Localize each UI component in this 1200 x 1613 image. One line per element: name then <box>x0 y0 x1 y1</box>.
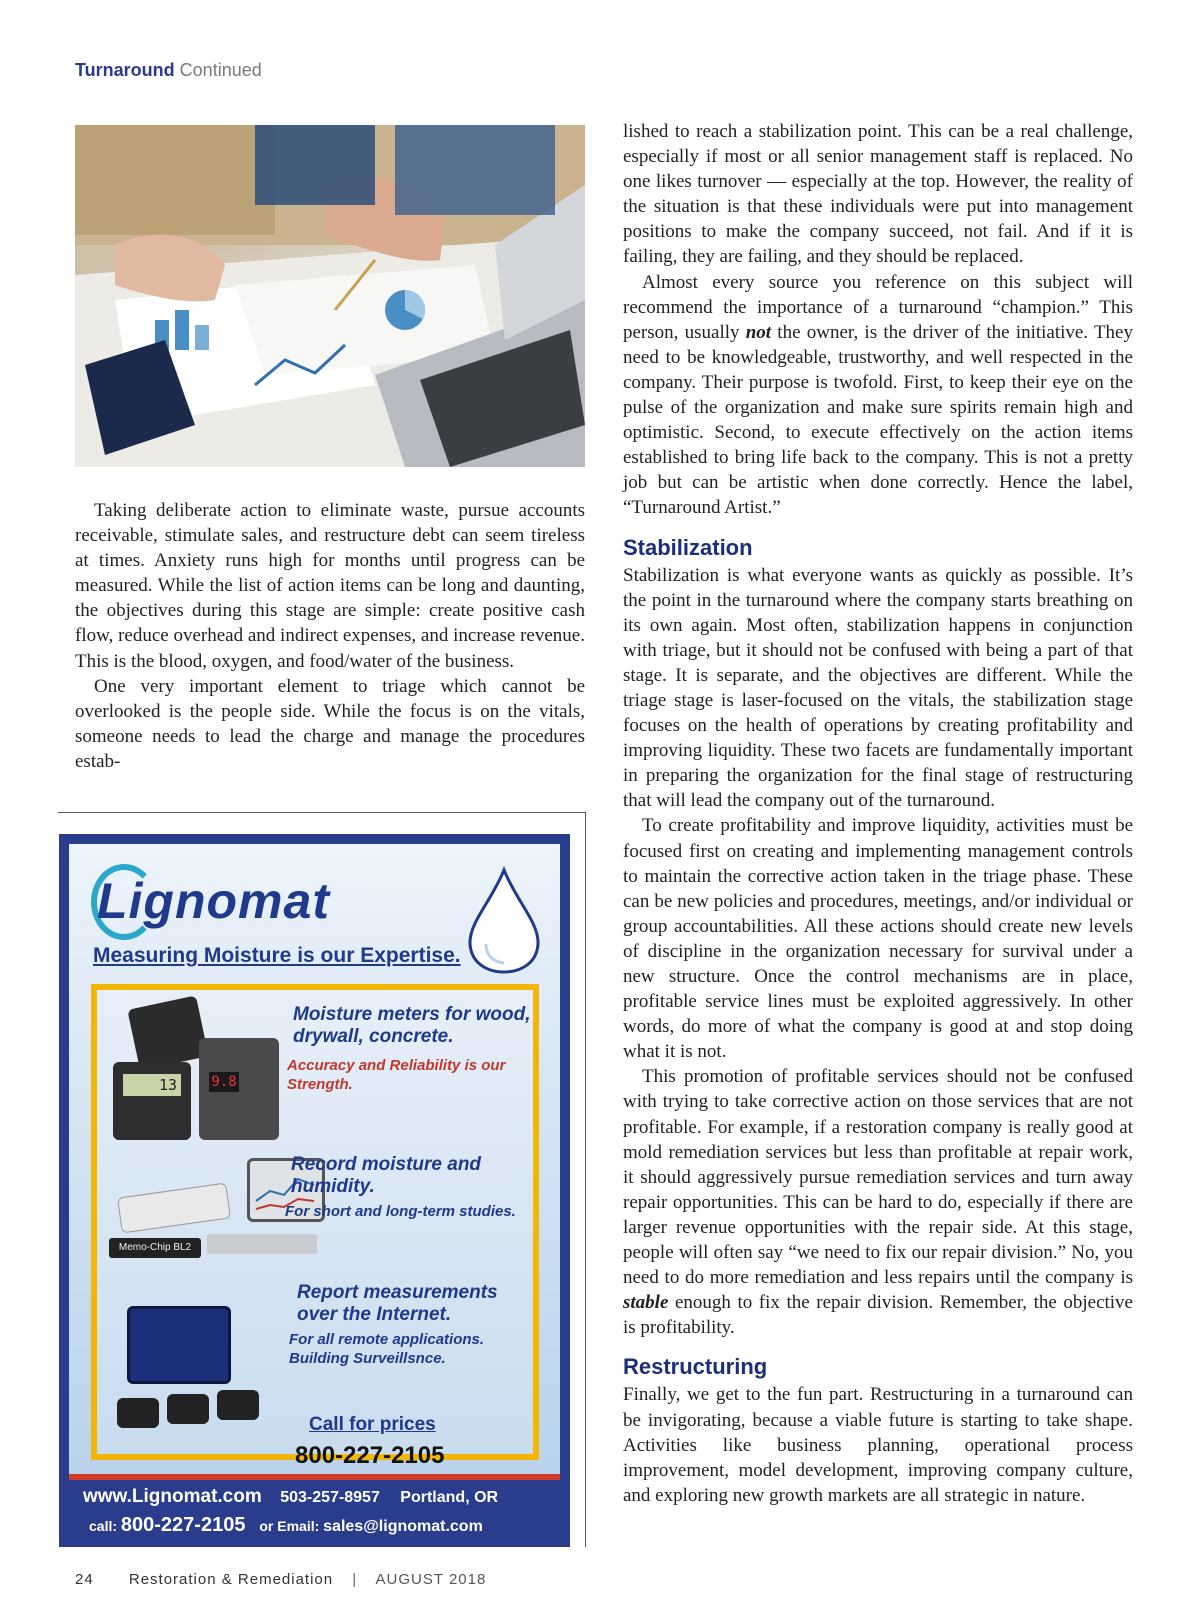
ad-product-panel <box>91 984 539 1460</box>
moisture-meter-image <box>113 1062 191 1140</box>
meter-display: 9.8 <box>209 1072 239 1092</box>
left-column <box>75 498 585 774</box>
photo-illustration <box>75 125 585 467</box>
ad-call-label: call: <box>89 1518 118 1534</box>
network-logger-image <box>127 1306 231 1384</box>
moisture-probe-image <box>127 995 208 1070</box>
paragraph <box>623 270 1133 521</box>
ad-email-link[interactable]: sales@lignomat.com <box>323 1518 483 1535</box>
running-head <box>75 60 262 81</box>
ad-block3-sub: For all remote applications. Building Surveillsnce. <box>289 1331 485 1367</box>
sensor-image <box>217 1390 259 1420</box>
continued-label: Continued <box>179 60 262 80</box>
ad-tagline: Measuring Moisture is our Expertise. <box>93 944 461 967</box>
ad-block2-sub: For short and long-term studies. <box>285 1203 516 1220</box>
paragraph: Finally, we get to the fun part. Restructuring in a turnaround can be invigorating, because a viable future is starting to take shape. Activities like business planning, operational process improvement, model development, improving company culture, and exploring new growth markets are all strategic in nature. <box>623 1384 1133 1506</box>
paragraph: Taking deliberate action to eliminate waste, pursue accounts receivable, stimulate sales, and restructure debt can seem tireless at times. Anxiety runs high for months until progress can be measured. While the list of action items can be long and daunting, the objectives during this stage are simple: create positive cash flow, reduce overhead and indirect expenses, and increase revenue. This is the blood, oxygen, and food/water of the business. <box>75 500 585 672</box>
page-number: 24 <box>75 1571 94 1588</box>
call-for-prices-link[interactable]: Call for prices <box>309 1414 436 1435</box>
ad-phone-number[interactable]: 800-227-2105 <box>295 1442 445 1469</box>
ad-logo: Lignomat <box>97 873 330 929</box>
ad-city: Portland, OR <box>400 1489 499 1506</box>
text-run: the owner, is the driver of the initiative. They need to be knowledgeable, trustworthy, and well respected in the company. Their purpose is twofold. First, to keep their eye on the pulse of the organization and make sure spirits remain high and optimistic. Second, to execute effectively on the action items established to bring life back to the company. This is not a pretty job but can be artistic when done correctly. Hence the label, “Turnaround Artist.” <box>623 321 1133 519</box>
ad-block1-title: Moisture meters for wood, drywall, concrete. <box>293 1004 531 1047</box>
ad-footer-row <box>83 1486 498 1508</box>
text-run: Almost every source you reference on this subject will recommend the importance of a turnaround “champion.” This person, usually <box>623 271 1133 343</box>
publication-name: Restoration & Remediation <box>128 1571 334 1588</box>
footer-separator: | <box>352 1571 358 1588</box>
stabilization-heading: Stabilization <box>623 534 753 560</box>
text-run: This promotion of profitable services should not be confused with trying to take corrective action on those services that are not profitable. For example, if a restoration company is really good at mold remediation services but less than profitable at repair work, it should aggressively pursue remediation services and turn away repair opportunities. This can be hard to do, especially if there are larger revenue opportunities with the repair side. At this stage, people will often say “we need to fix our repair division.” No, you need to do more remediation and less repairs until the company is <box>623 1066 1133 1289</box>
right-column <box>623 119 1133 1508</box>
paragraph: lished to reach a stabilization point. This can be a real challenge, especially if most or all senior management staff is replaced. No one likes turnover — especially at the top. However, the reality of the situation is that these individuals were put into management positions to make the company succeed, not fail. And if it is failing, they are failing, and they should be replaced. <box>623 121 1133 268</box>
paragraph: Stabilization is what everyone wants as quickly as possible. It’s the point in the turnaround where the company starts breathing on its own again. Most often, stabilization happens in conjunction with triage, but it should not be confused with being a part of that stage. It is separate, and the objectives are different. While the triage stage is laser-focused on the vitals, the stabilization stage focuses on the health of operations by creating profitability and improving liquidity. These two facets are fundamentally important in preparing the organization for the final stage of restructuring that will lead the company out of the turnaround. <box>623 564 1133 812</box>
page-footer <box>75 1571 486 1588</box>
emphasis: stable <box>623 1292 669 1314</box>
data-logger-image <box>117 1183 231 1234</box>
ad-email-label: or Email: <box>259 1518 320 1534</box>
paragraph <box>623 1064 1133 1340</box>
keyboard-image <box>207 1234 317 1254</box>
sensor-image <box>167 1394 209 1424</box>
ad-website-link[interactable]: www.Lignomat.com <box>83 1486 262 1507</box>
issue-date: AUGUST 2018 <box>375 1571 487 1588</box>
ad-block3-title: Report measurements over the Internet. <box>297 1282 498 1325</box>
ad-divider-vertical <box>585 812 586 1547</box>
section-title: Turnaround <box>75 60 175 80</box>
paragraph: One very important element to triage which cannot be overlooked is the people side. While the focus is on the vitals, someone needs to lead the charge and manage the procedures estab- <box>75 675 585 772</box>
ad-footer-row <box>89 1514 483 1537</box>
lignomat-advertisement[interactable] <box>59 834 570 1547</box>
emphasis: not <box>745 321 772 343</box>
ad-local-phone[interactable]: 503-257-8957 <box>280 1489 380 1506</box>
device-label: Memo-Chip BL2 <box>109 1238 201 1258</box>
ad-block1-sub: Accuracy and Reliability is our Strength. <box>287 1057 506 1093</box>
sensor-image <box>117 1398 159 1428</box>
meter-display: 13 <box>123 1074 181 1096</box>
moisture-meter-image <box>199 1038 279 1140</box>
ad-block2-title: Record moisture and humidity. <box>291 1154 482 1197</box>
ad-footer <box>59 1480 570 1547</box>
water-drop-icon <box>464 866 544 976</box>
ad-tollfree-phone[interactable]: 800-227-2105 <box>120 1514 246 1536</box>
ad-divider <box>58 812 586 813</box>
paragraph: To create profitability and improve liquidity, activities must be focused first on creating and implementing management controls to maintain the corrective action taken in the triage phase. These can be new policies and procedures, meetings, and/or individual or group accountabilities. All these actions should create new levels of discipline in the organization necessary for survival under a new structure. Once the control mechanisms are in place, profitable service lines must be exploited aggressively. In other words, do more of what the company is good at and stop doing what it is not. <box>623 815 1133 1063</box>
text-run: enough to fix the repair division. Remember, the objective is profitability. <box>623 1292 1133 1339</box>
restructuring-heading: Restructuring <box>623 1354 768 1380</box>
ad-content <box>69 844 560 1480</box>
article-photo <box>75 125 585 467</box>
